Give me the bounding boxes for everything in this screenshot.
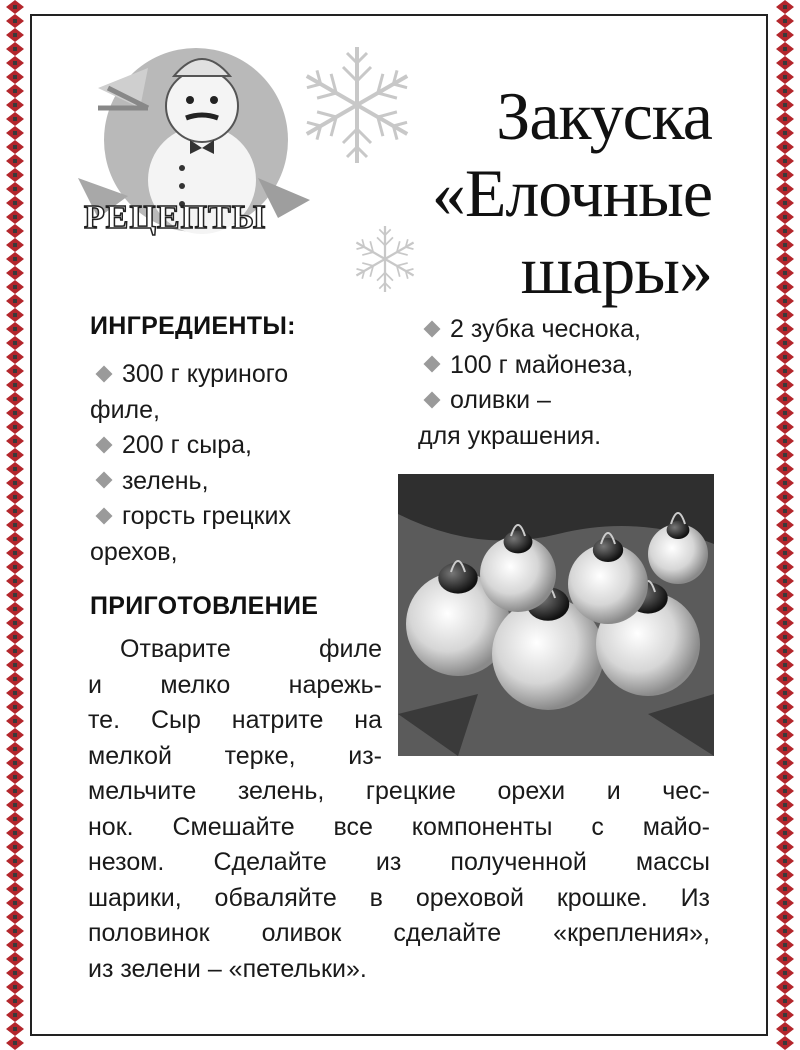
diamond-bullet-icon bbox=[96, 436, 113, 453]
text-line: из зелени – «петельки». bbox=[88, 954, 367, 983]
list-item: 2 зубка чеснока, bbox=[418, 312, 738, 348]
list-item: филе, bbox=[90, 395, 160, 424]
list-item: 100 г майонеза, bbox=[418, 348, 738, 384]
diamond-bullet-icon bbox=[96, 365, 113, 382]
text-line: мелкой терке, из- bbox=[88, 741, 382, 770]
preparation-text bbox=[88, 632, 713, 987]
recipes-logo bbox=[78, 28, 310, 242]
list-item: 300 г куриного bbox=[90, 357, 390, 393]
list-item: для украшения. bbox=[418, 421, 602, 450]
list-item: горсть грецких bbox=[90, 499, 390, 535]
diamond-bullet-icon bbox=[96, 507, 113, 524]
text-line: Отварите филе bbox=[120, 635, 382, 663]
ingredients-heading: ИНГРЕДИЕНТЫ: bbox=[90, 312, 296, 340]
preparation-heading: ПРИГОТОВЛЕНИЕ bbox=[90, 592, 319, 620]
decorative-border-left bbox=[0, 0, 30, 1050]
text-line: мельчите зелень, грецкие орехи и чес- bbox=[88, 777, 710, 805]
title-line: Закуска bbox=[496, 78, 712, 154]
text-line: и мелко нарежь- bbox=[88, 670, 382, 699]
ingredients-list-right bbox=[418, 312, 738, 454]
list-item: оливки – bbox=[418, 383, 738, 419]
diamond-bullet-icon bbox=[424, 320, 441, 337]
decorative-border-right bbox=[770, 0, 800, 1050]
diamond-bullet-icon bbox=[424, 356, 441, 373]
article-title bbox=[382, 78, 712, 309]
text-line: шарики, обваляйте в ореховой крошке. Из bbox=[88, 883, 710, 912]
text-line: половинок оливок сделайте «крепления», bbox=[88, 919, 710, 947]
text-line: незом. Сделайте из полученной массы bbox=[88, 848, 710, 876]
logo-label: РЕЦЕПТЫ bbox=[84, 199, 267, 236]
title-line: «Елочные bbox=[431, 155, 712, 231]
text-line: те. Сыр натрите на bbox=[88, 706, 382, 734]
ingredients-list-left bbox=[90, 357, 390, 570]
list-item: орехов, bbox=[90, 537, 178, 566]
list-item: 200 г сыра, bbox=[90, 428, 390, 464]
diamond-bullet-icon bbox=[424, 391, 441, 408]
list-item: зелень, bbox=[90, 464, 390, 500]
diamond-bullet-icon bbox=[96, 472, 113, 489]
text-line: нок. Смешайте все компоненты с майо- bbox=[88, 812, 710, 841]
title-line: шары» bbox=[520, 232, 712, 308]
